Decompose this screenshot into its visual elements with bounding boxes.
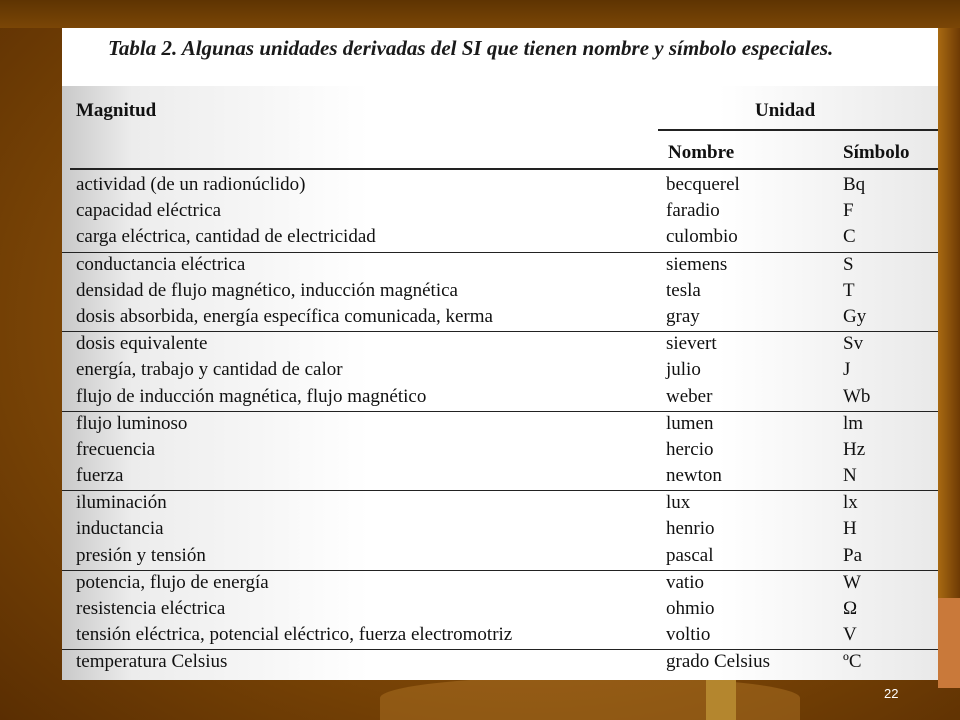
- simbolo-cell: ºC: [843, 651, 862, 673]
- table-row: [62, 385, 938, 411]
- column-header-simbolo: Símbolo: [843, 142, 910, 163]
- table-row: [62, 544, 938, 570]
- magnitud-cell: tensión eléctrica, potencial eléctrico, fuerza electromotriz: [76, 624, 513, 646]
- magnitud-cell: actividad (de un radionúclido): [76, 174, 306, 195]
- nombre-cell: newton: [666, 465, 722, 487]
- table-row: [62, 252, 938, 279]
- table-row: [62, 358, 938, 384]
- column-header-nombre: Nombre: [668, 142, 735, 163]
- table-row: [62, 649, 938, 676]
- nombre-cell: lumen: [666, 412, 714, 434]
- table-row: [62, 305, 938, 331]
- magnitud-cell: fuerza: [76, 465, 124, 487]
- simbolo-cell: T: [843, 279, 855, 301]
- magnitud-cell: densidad de flujo magnético, inducción magnética: [76, 279, 458, 301]
- table-row: [62, 173, 938, 199]
- magnitud-cell: potencia, flujo de energía: [76, 571, 269, 593]
- simbolo-cell: N: [843, 465, 857, 487]
- nombre-cell: henrio: [666, 518, 715, 540]
- background-block: [938, 598, 960, 688]
- nombre-cell: tesla: [666, 279, 701, 301]
- magnitud-cell: resistencia eléctrica: [76, 598, 226, 619]
- magnitud-cell: iluminación: [76, 492, 167, 514]
- magnitud-cell: temperatura Celsius: [76, 651, 228, 673]
- nombre-cell: hercio: [666, 438, 714, 460]
- nombre-cell: ohmio: [666, 598, 715, 619]
- simbolo-cell: C: [843, 226, 856, 248]
- magnitud-cell: dosis absorbida, energía específica comunicada, kerma: [76, 305, 493, 327]
- simbolo-cell: W: [843, 571, 861, 593]
- simbolo-cell: S: [843, 253, 854, 275]
- nombre-cell: lux: [666, 492, 691, 514]
- table-row: [62, 279, 938, 305]
- simbolo-cell: Pa: [843, 544, 862, 566]
- nombre-cell: becquerel: [666, 174, 740, 195]
- table-body: [62, 173, 938, 677]
- simbolo-cell: lm: [843, 412, 864, 434]
- table-row: [62, 597, 938, 623]
- nombre-cell: weber: [666, 385, 713, 407]
- table-row: [62, 331, 938, 358]
- title-area: [62, 28, 938, 86]
- nombre-cell: gray: [666, 305, 700, 327]
- simbolo-cell: Wb: [843, 385, 871, 407]
- magnitud-cell: energía, trabajo y cantidad de calor: [76, 359, 343, 381]
- magnitud-cell: dosis equivalente: [76, 333, 208, 355]
- page-number: 22: [884, 686, 899, 701]
- magnitud-cell: inductancia: [76, 518, 164, 540]
- simbolo-cell: Hz: [843, 438, 866, 460]
- nombre-cell: vatio: [666, 571, 704, 593]
- table-row: [62, 411, 938, 438]
- nombre-cell: grado Celsius: [666, 651, 770, 673]
- nombre-cell: voltio: [666, 624, 711, 646]
- table-title: Tabla 2. Algunas unidades derivadas del SI que tienen nombre y símbolo especiales.: [108, 36, 834, 60]
- table-row: [62, 199, 938, 225]
- slide-content: [62, 28, 938, 680]
- magnitud-cell: frecuencia: [76, 438, 156, 460]
- table-row: [62, 438, 938, 464]
- simbolo-cell: H: [843, 518, 857, 540]
- background-right-band: [938, 28, 960, 688]
- table-row: [62, 623, 938, 649]
- magnitud-cell: flujo de inducción magnética, flujo magnético: [76, 385, 427, 407]
- nombre-cell: julio: [666, 359, 701, 381]
- magnitud-cell: capacidad eléctrica: [76, 200, 222, 222]
- nombre-cell: faradio: [666, 200, 720, 222]
- table-row: [62, 517, 938, 543]
- column-header-unidad: Unidad: [755, 100, 816, 121]
- simbolo-cell: Ω: [843, 598, 858, 619]
- background-post: [706, 676, 736, 720]
- nombre-cell: siemens: [666, 253, 728, 275]
- background-decoration: [380, 676, 800, 720]
- magnitud-cell: conductancia eléctrica: [76, 253, 246, 275]
- simbolo-cell: Sv: [843, 333, 864, 355]
- magnitud-cell: flujo luminoso: [76, 412, 188, 434]
- simbolo-cell: F: [843, 200, 854, 222]
- background-top-band: [0, 0, 960, 28]
- simbolo-cell: Bq: [843, 174, 866, 195]
- nombre-cell: pascal: [666, 544, 714, 566]
- magnitud-cell: carga eléctrica, cantidad de electricidad: [76, 226, 376, 248]
- header-divider: [70, 168, 938, 170]
- simbolo-cell: J: [843, 359, 851, 381]
- table-row: [62, 490, 938, 517]
- simbolo-cell: lx: [843, 492, 858, 514]
- table-row: [62, 464, 938, 490]
- nombre-cell: culombio: [666, 226, 738, 248]
- simbolo-cell: V: [843, 624, 857, 646]
- table-row: [62, 225, 938, 251]
- nombre-cell: sievert: [666, 333, 717, 355]
- magnitud-cell: presión y tensión: [76, 544, 206, 566]
- table-row: [62, 570, 938, 597]
- simbolo-cell: Gy: [843, 305, 867, 327]
- unidad-divider: [658, 129, 938, 131]
- column-header-magnitud: Magnitud: [76, 100, 157, 121]
